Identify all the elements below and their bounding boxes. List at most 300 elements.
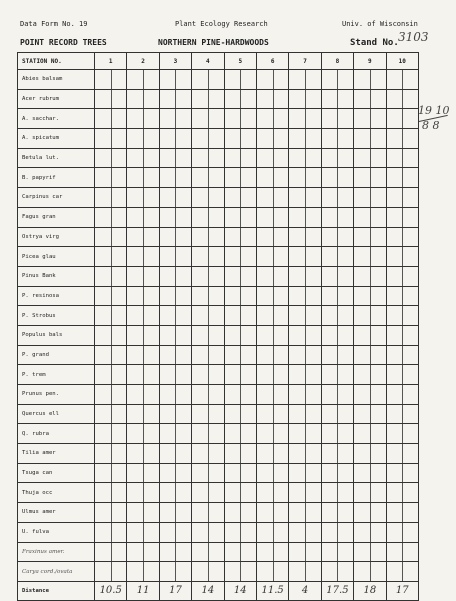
tally-cell — [256, 444, 288, 464]
species-name: Fagus gran — [18, 207, 95, 227]
tally-cell — [127, 148, 159, 168]
tally-cell — [386, 404, 418, 424]
tally-cell — [386, 207, 418, 227]
tally-cell — [192, 286, 224, 306]
tally-cell — [354, 70, 386, 90]
tally-cell — [95, 89, 127, 109]
tally-cell — [354, 247, 386, 267]
tally-cell — [289, 562, 321, 582]
tally-cell — [354, 129, 386, 149]
tally-cell — [224, 483, 256, 503]
tally-cell — [95, 522, 127, 542]
tally-cell — [289, 129, 321, 149]
tally-cell — [289, 325, 321, 345]
tally-cell — [95, 385, 127, 405]
species-name: P. Strobus — [18, 306, 95, 326]
distance-cell — [159, 581, 191, 600]
tally-cell — [159, 444, 191, 464]
species-row — [18, 266, 419, 286]
species-row — [18, 207, 419, 227]
tally-cell — [321, 463, 353, 483]
tally-cell — [127, 227, 159, 247]
station-number: 1 — [95, 53, 127, 70]
tally-cell — [386, 503, 418, 523]
tally-cell — [224, 542, 256, 562]
tally-cell — [386, 109, 418, 129]
distance-cell — [289, 581, 321, 600]
tally-cell — [321, 503, 353, 523]
tally-cell — [192, 365, 224, 385]
forest-type-title: NORTHERN PINE-HARDWOODS — [158, 38, 269, 47]
species-row — [18, 129, 419, 149]
tally-cell — [386, 129, 418, 149]
tally-cell — [354, 463, 386, 483]
tally-cell — [159, 483, 191, 503]
tally-cell — [321, 247, 353, 267]
tally-cell — [386, 70, 418, 90]
tally-cell — [159, 188, 191, 208]
tally-cell — [354, 444, 386, 464]
distance-cell — [354, 581, 386, 600]
tally-cell — [159, 266, 191, 286]
tally-cell — [192, 325, 224, 345]
form-title: Plant Ecology Research — [175, 20, 268, 28]
tally-cell — [224, 463, 256, 483]
species-name: A. spicatum — [18, 129, 95, 149]
station-header-row — [18, 53, 419, 70]
point-record-table — [17, 52, 419, 601]
species-name: Pinus Bank — [18, 266, 95, 286]
tally-cell — [289, 148, 321, 168]
tally-cell — [159, 227, 191, 247]
species-name: Tilia amer — [18, 444, 95, 464]
species-row — [18, 503, 419, 523]
tally-cell — [354, 227, 386, 247]
tally-cell — [256, 70, 288, 90]
tally-cell — [354, 365, 386, 385]
tally-cell — [354, 503, 386, 523]
species-row — [18, 463, 419, 483]
tally-cell — [95, 70, 127, 90]
tally-cell — [321, 266, 353, 286]
tally-cell — [256, 463, 288, 483]
tally-cell — [192, 562, 224, 582]
species-row — [18, 89, 419, 109]
tally-cell — [127, 463, 159, 483]
tally-cell — [224, 325, 256, 345]
tally-cell — [386, 542, 418, 562]
tally-cell — [386, 385, 418, 405]
tally-cell — [95, 325, 127, 345]
tally-cell — [159, 109, 191, 129]
tally-cell — [95, 562, 127, 582]
species-name: Thuja occ — [18, 483, 95, 503]
tally-cell — [321, 424, 353, 444]
tally-cell — [224, 168, 256, 188]
tally-cell — [159, 404, 191, 424]
distance-label: Distance — [18, 581, 95, 600]
tally-cell — [127, 89, 159, 109]
species-name: Betula lut. — [18, 148, 95, 168]
handwritten-species-name: Fraxinus amer. — [18, 542, 95, 562]
tally-cell — [159, 306, 191, 326]
tally-cell — [386, 247, 418, 267]
tally-cell — [289, 444, 321, 464]
tally-cell — [289, 207, 321, 227]
tally-cell — [95, 542, 127, 562]
tally-cell — [127, 129, 159, 149]
station-number: 10 — [386, 53, 418, 70]
tally-cell — [127, 207, 159, 227]
tally-cell — [256, 89, 288, 109]
margin-note-bottom: 8 8 — [422, 119, 440, 132]
tally-cell — [159, 148, 191, 168]
tally-cell — [192, 306, 224, 326]
species-row — [18, 227, 419, 247]
species-row — [18, 247, 419, 267]
species-name: U. fulva — [18, 522, 95, 542]
species-name: Populus bals — [18, 325, 95, 345]
tally-cell — [256, 325, 288, 345]
tally-cell — [159, 70, 191, 90]
tally-cell — [95, 266, 127, 286]
tally-cell — [224, 345, 256, 365]
tally-cell — [192, 168, 224, 188]
tally-cell — [354, 109, 386, 129]
tally-cell — [289, 109, 321, 129]
species-row — [18, 483, 419, 503]
tally-cell — [192, 70, 224, 90]
tally-cell — [224, 286, 256, 306]
tally-cell — [192, 148, 224, 168]
tally-cell — [95, 503, 127, 523]
tally-cell — [127, 325, 159, 345]
distance-cell — [224, 581, 256, 600]
species-name: Abies balsam — [18, 70, 95, 90]
species-name: P. resinosa — [18, 286, 95, 306]
tally-cell — [159, 345, 191, 365]
tally-cell — [289, 306, 321, 326]
species-name: Ostrya virg — [18, 227, 95, 247]
tally-cell — [256, 542, 288, 562]
tally-cell — [159, 365, 191, 385]
species-row — [18, 286, 419, 306]
tally-cell — [321, 306, 353, 326]
distance-value: 17 — [169, 584, 182, 596]
station-number: 3 — [159, 53, 191, 70]
distance-cell — [256, 581, 288, 600]
distance-cell — [95, 581, 127, 600]
species-name: Acer rubrum — [18, 89, 95, 109]
tally-cell — [192, 266, 224, 286]
tally-cell — [224, 148, 256, 168]
tally-cell — [256, 148, 288, 168]
margin-note-top: 19 10 — [418, 104, 450, 117]
tally-cell — [386, 188, 418, 208]
tally-cell — [95, 188, 127, 208]
tally-cell — [386, 306, 418, 326]
tally-cell — [321, 325, 353, 345]
tally-cell — [192, 483, 224, 503]
species-name: Picea glau — [18, 247, 95, 267]
tally-cell — [354, 542, 386, 562]
tally-cell — [224, 424, 256, 444]
species-name: Q. rubra — [18, 424, 95, 444]
tally-cell — [289, 227, 321, 247]
tally-cell — [354, 522, 386, 542]
tally-cell — [224, 522, 256, 542]
tally-cell — [95, 444, 127, 464]
tally-cell — [321, 542, 353, 562]
tally-cell — [289, 404, 321, 424]
tally-cell — [159, 385, 191, 405]
tally-cell — [159, 247, 191, 267]
species-name: Ulmus amer — [18, 503, 95, 523]
species-row — [18, 325, 419, 345]
tally-cell — [321, 168, 353, 188]
tally-cell — [127, 365, 159, 385]
tally-cell — [224, 266, 256, 286]
tally-cell — [95, 227, 127, 247]
tally-cell — [192, 247, 224, 267]
tally-cell — [289, 188, 321, 208]
tally-cell — [95, 207, 127, 227]
distance-value: 17 — [395, 584, 409, 596]
tally-cell — [386, 266, 418, 286]
tally-cell — [159, 424, 191, 444]
tally-cell — [224, 385, 256, 405]
tally-cell — [159, 503, 191, 523]
tally-cell — [159, 168, 191, 188]
tally-cell — [354, 404, 386, 424]
tally-cell — [354, 89, 386, 109]
tally-cell — [354, 562, 386, 582]
tally-cell — [192, 188, 224, 208]
station-number: 2 — [127, 53, 159, 70]
station-number: 6 — [256, 53, 288, 70]
tally-cell — [127, 188, 159, 208]
tally-cell — [321, 148, 353, 168]
distance-value: 18 — [363, 584, 377, 596]
tally-cell — [192, 503, 224, 523]
tally-cell — [321, 286, 353, 306]
tally-cell — [159, 463, 191, 483]
tally-cell — [224, 89, 256, 109]
tally-cell — [354, 168, 386, 188]
tally-cell — [289, 70, 321, 90]
tally-cell — [289, 483, 321, 503]
tally-cell — [386, 227, 418, 247]
station-number: 5 — [224, 53, 256, 70]
tally-cell — [321, 385, 353, 405]
tally-cell — [95, 168, 127, 188]
tally-cell — [159, 542, 191, 562]
tally-cell — [386, 483, 418, 503]
tally-cell — [192, 444, 224, 464]
distance-cell — [321, 581, 353, 600]
tally-cell — [386, 345, 418, 365]
tally-cell — [289, 522, 321, 542]
tally-cell — [192, 424, 224, 444]
handwritten-species-row — [18, 562, 419, 582]
tally-cell — [224, 562, 256, 582]
tally-cell — [224, 109, 256, 129]
species-row — [18, 70, 419, 90]
tally-cell — [321, 207, 353, 227]
tally-cell — [289, 168, 321, 188]
tally-cell — [289, 385, 321, 405]
tally-cell — [256, 424, 288, 444]
tally-cell — [289, 286, 321, 306]
tally-cell — [192, 385, 224, 405]
tally-cell — [159, 286, 191, 306]
species-row — [18, 424, 419, 444]
tally-cell — [159, 325, 191, 345]
tally-cell — [127, 266, 159, 286]
tally-cell — [256, 562, 288, 582]
tally-cell — [224, 70, 256, 90]
tally-cell — [127, 522, 159, 542]
tally-cell — [256, 522, 288, 542]
tally-cell — [256, 188, 288, 208]
tally-cell — [224, 227, 256, 247]
tally-cell — [127, 385, 159, 405]
tally-cell — [321, 109, 353, 129]
tally-cell — [256, 385, 288, 405]
handwritten-species-name: Carya cord./ovata — [18, 562, 95, 582]
tally-cell — [256, 306, 288, 326]
tally-cell — [354, 424, 386, 444]
tally-cell — [256, 109, 288, 129]
tally-cell — [224, 306, 256, 326]
tally-cell — [127, 109, 159, 129]
tally-cell — [256, 286, 288, 306]
tally-cell — [95, 483, 127, 503]
species-name: Quercus ell — [18, 404, 95, 424]
species-row — [18, 306, 419, 326]
tally-cell — [224, 404, 256, 424]
tally-cell — [321, 345, 353, 365]
tally-cell — [127, 444, 159, 464]
distance-value: 17.5 — [326, 584, 349, 596]
tally-cell — [386, 286, 418, 306]
tally-cell — [386, 365, 418, 385]
tally-cell — [95, 286, 127, 306]
station-header: STATION NO. — [18, 53, 95, 70]
tally-cell — [354, 306, 386, 326]
tally-cell — [386, 463, 418, 483]
tally-cell — [386, 562, 418, 582]
tally-cell — [321, 188, 353, 208]
record-type-title: POINT RECORD TREES — [20, 38, 107, 47]
tally-cell — [256, 404, 288, 424]
species-row — [18, 188, 419, 208]
tally-cell — [95, 424, 127, 444]
species-name: P. grand — [18, 345, 95, 365]
tally-cell — [95, 148, 127, 168]
tally-cell — [192, 109, 224, 129]
tally-cell — [386, 148, 418, 168]
tally-cell — [159, 89, 191, 109]
tally-cell — [289, 266, 321, 286]
distance-value: 11.5 — [261, 584, 284, 596]
species-name: B. papyrif — [18, 168, 95, 188]
tally-cell — [159, 207, 191, 227]
tally-cell — [127, 345, 159, 365]
tally-cell — [256, 129, 288, 149]
tally-cell — [256, 503, 288, 523]
tally-cell — [95, 404, 127, 424]
distance-cell — [127, 581, 159, 600]
species-name: Tsuga can — [18, 463, 95, 483]
tally-cell — [354, 148, 386, 168]
tally-cell — [256, 168, 288, 188]
species-row — [18, 385, 419, 405]
distance-value: 10.5 — [99, 584, 122, 596]
tally-cell — [127, 306, 159, 326]
tally-cell — [321, 129, 353, 149]
tally-cell — [386, 168, 418, 188]
tally-cell — [321, 70, 353, 90]
tally-cell — [354, 207, 386, 227]
tally-cell — [354, 286, 386, 306]
tally-cell — [354, 483, 386, 503]
tally-cell — [354, 385, 386, 405]
tally-cell — [321, 562, 353, 582]
tally-cell — [354, 188, 386, 208]
tally-cell — [159, 522, 191, 542]
tally-cell — [127, 70, 159, 90]
station-number: 7 — [289, 53, 321, 70]
tally-cell — [256, 227, 288, 247]
tally-cell — [224, 503, 256, 523]
tally-cell — [386, 424, 418, 444]
tally-cell — [95, 306, 127, 326]
tally-cell — [127, 503, 159, 523]
species-row — [18, 168, 419, 188]
tally-cell — [256, 365, 288, 385]
tally-cell — [224, 207, 256, 227]
distance-value: 14 — [233, 584, 247, 596]
tally-cell — [386, 325, 418, 345]
tally-cell — [224, 129, 256, 149]
tally-cell — [289, 503, 321, 523]
tally-cell — [127, 562, 159, 582]
tally-cell — [386, 89, 418, 109]
tally-cell — [224, 444, 256, 464]
handwritten-species-row — [18, 542, 419, 562]
stand-label: Stand No. — [350, 38, 399, 48]
tally-cell — [386, 522, 418, 542]
tally-cell — [289, 424, 321, 444]
distance-row — [18, 581, 419, 600]
tally-cell — [127, 483, 159, 503]
species-row — [18, 444, 419, 464]
tally-cell — [256, 266, 288, 286]
tally-cell — [95, 345, 127, 365]
tally-cell — [192, 522, 224, 542]
species-row — [18, 148, 419, 168]
tally-cell — [289, 345, 321, 365]
tally-cell — [321, 227, 353, 247]
tally-cell — [95, 365, 127, 385]
distance-value: 14 — [201, 584, 215, 596]
tally-cell — [354, 266, 386, 286]
tally-cell — [159, 129, 191, 149]
tally-cell — [127, 286, 159, 306]
tally-cell — [321, 365, 353, 385]
tally-cell — [95, 247, 127, 267]
